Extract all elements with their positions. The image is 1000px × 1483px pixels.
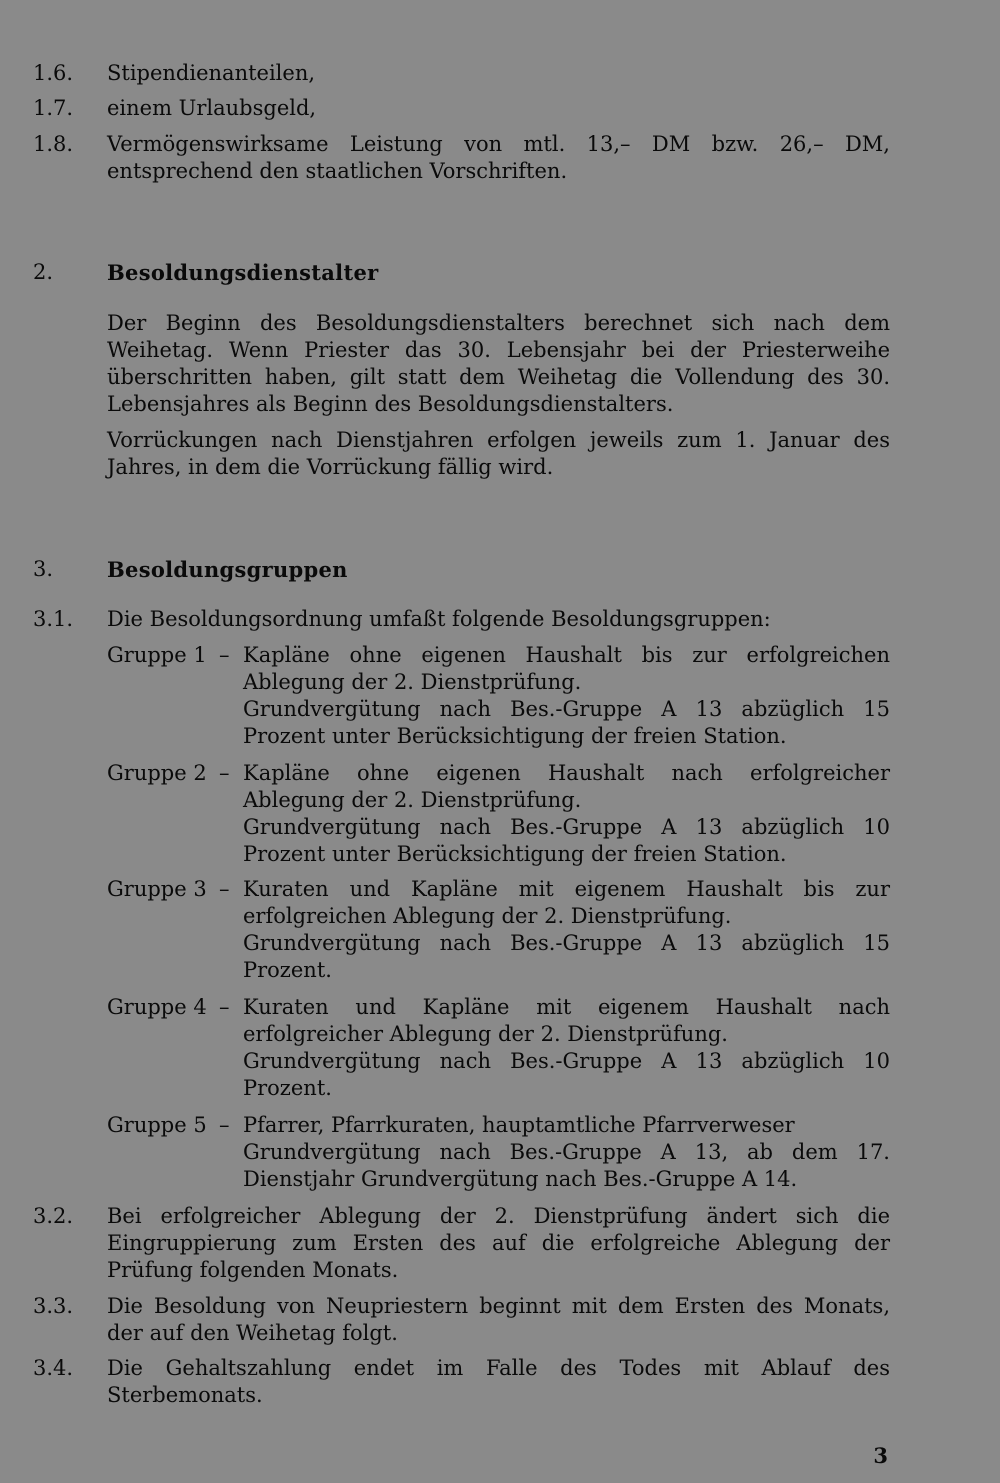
- section-number: 3.: [33, 557, 54, 581]
- item-number: 1.8.: [33, 132, 74, 156]
- group-label: Gruppe 5: [107, 1113, 207, 1137]
- group-pay: Grundvergütung nach Bes.-Gruppe A 13 abzüglich 10 Prozent.: [243, 1049, 890, 1100]
- item-text: Die Besoldungsordnung umfaßt folgende Besoldungsgruppen:: [107, 607, 771, 631]
- group-dash: –: [219, 995, 230, 1019]
- item-number: 1.7.: [33, 96, 74, 120]
- item-text: Vermögenswirksame Leistung von mtl. 13,– DM bzw. 26,– DM, entsprechend den staatlichen Vorschriften.: [107, 132, 890, 183]
- item-text: Die Besoldung von Neupriestern beginnt mit dem Ersten des Monats, der auf den Weihetag folgt.: [107, 1294, 890, 1345]
- item-text: einem Urlaubsgeld,: [107, 96, 317, 120]
- group-pay: Grundvergütung nach Bes.-Gruppe A 13 abzüglich 15 Prozent unter Berücksichtigung der freien Station.: [243, 697, 890, 748]
- group-description: [243, 876, 890, 984]
- group-dash: –: [219, 761, 230, 785]
- group-dash: –: [219, 1113, 230, 1137]
- group-dash: –: [219, 643, 230, 667]
- item-number: 3.3.: [33, 1294, 74, 1318]
- group-label: Gruppe 3: [107, 877, 207, 901]
- item-number: 3.4.: [33, 1356, 74, 1380]
- group-pay: Grundvergütung nach Bes.-Gruppe A 13, ab dem 17. Dienstjahr Grundvergütung nach Bes.-Gruppe A 14.: [243, 1140, 890, 1191]
- group-pay: Grundvergütung nach Bes.-Gruppe A 13 abzüglich 10 Prozent unter Berücksichtigung der freien Station.: [243, 815, 890, 866]
- group-desc: Kuraten und Kapläne mit eigenem Haushalt bis zur erfolgreichen Ablegung der 2. Dienstprüfung.: [243, 877, 890, 928]
- group-description: [243, 1112, 890, 1193]
- group-description: [243, 994, 890, 1102]
- paragraph: Der Beginn des Besoldungsdienstalters berechnet sich nach dem Weihetag. Wenn Priester das 30. Lebensjahr bei der Priesterweihe überschritten haben, gilt statt dem Weihetag die Vollendung des 30. Lebensjahres als Beginn des Besoldungsdienstalters.: [107, 311, 890, 416]
- item-number: 3.2.: [33, 1204, 74, 1228]
- paragraph: Vorrückungen nach Dienstjahren erfolgen jeweils zum 1. Januar des Jahres, in dem die Vorrückung fällig wird.: [107, 428, 890, 479]
- group-desc: Kuraten und Kapläne mit eigenem Haushalt nach erfolgreicher Ablegung der 2. Dienstprüfung.: [243, 995, 890, 1046]
- group-label: Gruppe 4: [107, 995, 207, 1019]
- group-pay: Grundvergütung nach Bes.-Gruppe A 13 abzüglich 15 Prozent.: [243, 931, 890, 982]
- section-title: Besoldungsgruppen: [107, 557, 348, 582]
- group-label: Gruppe 1: [107, 643, 207, 667]
- group-desc: Kapläne ohne eigenen Haushalt bis zur erfolgreichen Ablegung der 2. Dienstprüfung.: [243, 643, 890, 694]
- group-description: [243, 642, 890, 750]
- item-text: Bei erfolgreicher Ablegung der 2. Dienstprüfung ändert sich die Eingruppierung zum Ersten des auf die erfolgreiche Ablegung der Prüfung folgenden Monats.: [107, 1204, 890, 1282]
- item-text: Stipendienanteilen,: [107, 61, 316, 85]
- item-number: 1.6.: [33, 61, 74, 85]
- group-dash: –: [219, 877, 230, 901]
- group-desc: Kapläne ohne eigenen Haushalt nach erfolgreicher Ablegung der 2. Dienstprüfung.: [243, 761, 890, 812]
- section-title: Besoldungsdienstalter: [107, 260, 379, 285]
- item-text: Die Gehaltszahlung endet im Falle des Todes mit Ablauf des Sterbemonats.: [107, 1356, 890, 1407]
- item-number: 3.1.: [33, 607, 74, 631]
- group-desc: Pfarrer, Pfarrkuraten, hauptamtliche Pfarrverweser: [243, 1113, 795, 1137]
- section-number: 2.: [33, 260, 54, 284]
- page-number: 3: [873, 1443, 888, 1468]
- group-description: [243, 760, 890, 868]
- group-label: Gruppe 2: [107, 761, 207, 785]
